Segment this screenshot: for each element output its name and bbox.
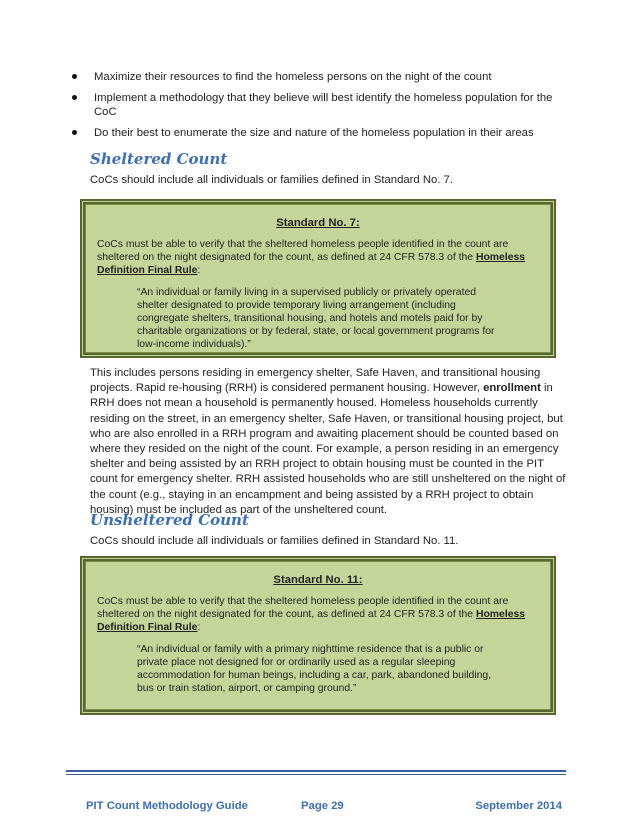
standard-11-box [80, 556, 556, 715]
standard-11-colon: : [197, 621, 201, 633]
bullet-text: Maximize their resources to find the homeless persons on the night of the count [94, 71, 492, 83]
bullet-text: Do their best to enumerate the size and nature of the homeless population in their areas [94, 127, 534, 139]
bullet-item [70, 70, 570, 84]
bullet-item [70, 126, 570, 140]
sheltered-intro: CoCs should include all individuals or families defined in Standard No. 7. [90, 174, 453, 186]
standard-11-quote: “An individual or family with a primary nighttime residence that is a public or private place not designed for or ordinarily used as a regular sleeping accommodation for human beings, including a car, park, abandoned building, bus or train station, airport, or camping ground.” [137, 644, 492, 694]
bullet-list [70, 70, 570, 147]
sheltered-body-bold: enrollment [483, 382, 541, 395]
bullet-icon [72, 74, 77, 79]
bullet-item [70, 91, 570, 119]
standard-11-text-main: CoCs must be able to verify that the sheltered homeless people identified in the count are sheltered on the night designated for the count, as defined at 24 CFR 578.3 of the [97, 596, 509, 620]
sheltered-body-1: This includes persons residing in emergency shelter, Safe Haven, and transitional housing projects. Rapid re-housing (RRH) is considered permanent housing. However, [90, 367, 541, 395]
sheltered-body-2: in RRH does not mean a household is permanently housed. Homeless households currently residing on the street, in an emergency shelter, Safe Haven, or transitional housing project, but who are also enrolled in a RRH program and awaiting placement should be counted based on where they resided on the night of the count. For example, a person residing in an emergency shelter and being assisted by an RRH project to obtain housing must be counted in the PIT count for emergency shelter. RRH assisted households who are still unsheltered on the night of the count (e.g., staying in an encampment and being assisted by a RRH project to obtain housing) must be included as part of the unsheltered count. [90, 382, 566, 516]
homeless-definition-link[interactable]: Homeless Definition Final Rule [97, 608, 526, 633]
bullet-icon [72, 130, 77, 135]
unsheltered-heading: Unsheltered Count [90, 511, 249, 529]
homeless-definition-link[interactable]: Homeless Definition Final Rule [97, 251, 526, 276]
footer-rule [66, 770, 566, 772]
standard-11-text [97, 596, 539, 634]
standard-11-title: Standard No. 11: [273, 574, 363, 586]
standard-7-text-main: CoCs must be able to verify that the sheltered homeless people identified in the count are sheltered on the night designated for the count, as defined at 24 CFR 578.3 of the [97, 239, 509, 263]
sheltered-body [90, 366, 572, 518]
footer-rule-thin [66, 774, 566, 775]
standard-7-title: Standard No. 7: [276, 217, 360, 229]
bullet-icon [72, 95, 77, 100]
standard-7-quote: “An individual or family living in a supervised publicly or privately operated shelter designated to provide temporary living arrangement (including congregate shelters, transitional housing, and hotels and motels paid for by charitable organizations or by federal, state, or local government programs for low-income individuals).” [137, 287, 495, 350]
unsheltered-intro: CoCs should include all individuals or families defined in Standard No. 11. [90, 535, 459, 547]
standard-7-text [97, 239, 539, 277]
footer-page-number: Page 29 [301, 800, 344, 812]
bullet-text: Implement a methodology that they believe will best identify the homeless population for the CoC [94, 92, 553, 118]
footer-date: September 2014 [475, 800, 562, 812]
standard-7-colon: : [197, 264, 201, 276]
standard-7-box [80, 199, 556, 358]
footer-doc-title: PIT Count Methodology Guide [86, 800, 248, 812]
sheltered-heading: Sheltered Count [90, 150, 228, 168]
